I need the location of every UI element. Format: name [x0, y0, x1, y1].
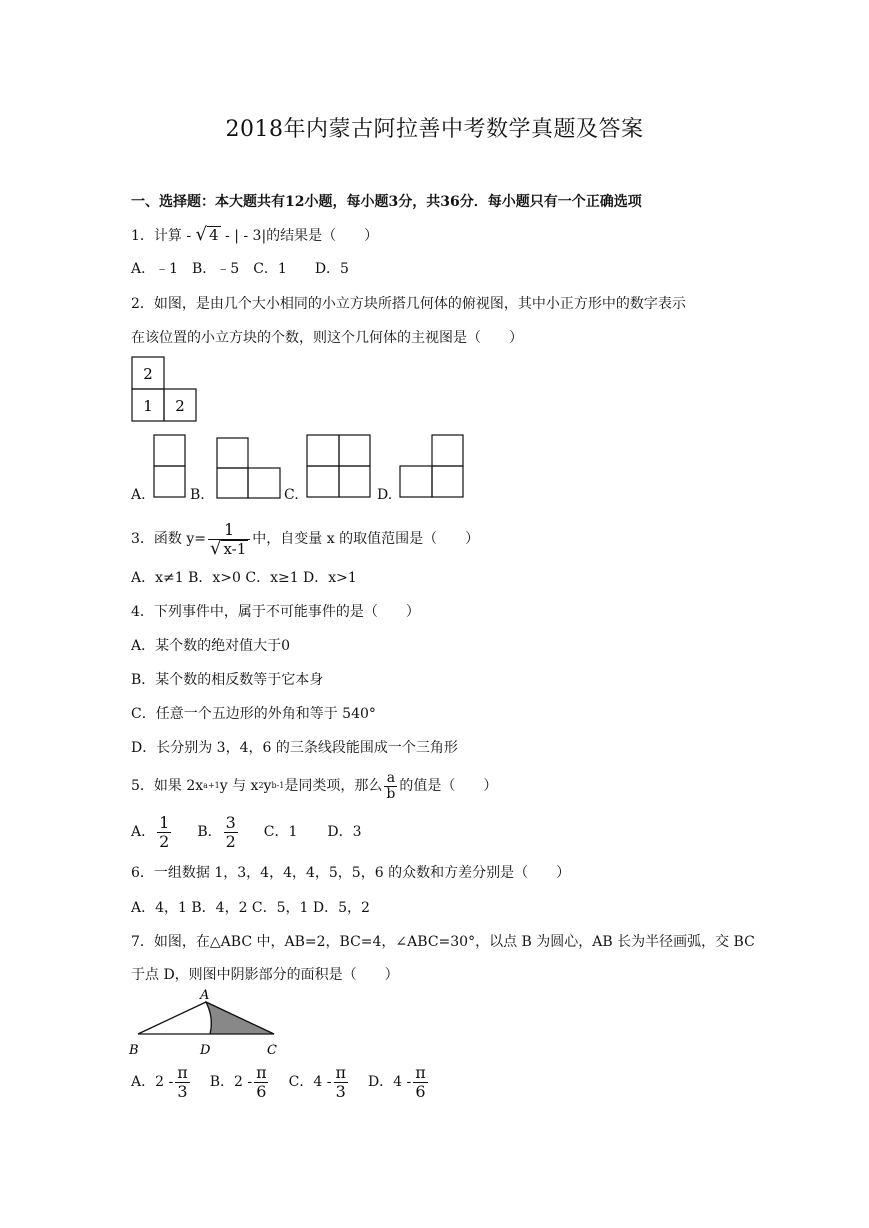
q5-option-a-frac: $\frac{1}{2}$ [159, 812, 170, 851]
question-3 [131, 517, 479, 561]
q2-option-d-figure [399, 434, 465, 500]
q5-option-d: D．3 [327, 824, 362, 840]
q2-option-d-label: D. [377, 487, 393, 503]
q7-line-2: 于点 D，则图中阴影部分的面积是（ ） [131, 967, 399, 983]
q2-option-c-figure [306, 434, 372, 500]
q4-option-d: D．长分别为 3，4，6 的三条线段能围成一个三角形 [131, 740, 458, 756]
grid-number-bottom-right: 2 [175, 397, 185, 415]
q4-option-b: B．某个数的相反数等于它本身 [131, 672, 324, 688]
q7-line-1: 7．如图，在△ABC 中，AB=2，BC=4，∠ABC=30°，以点 B 为圆心，AB 长为半径画弧，交 BC [131, 934, 755, 950]
point-b-label: B [129, 1043, 139, 1058]
q7-triangle-figure [126, 988, 286, 1060]
q5-pre: 5．如果 2x [131, 778, 204, 794]
q2-option-b-figure [216, 437, 282, 500]
q1-options: A．﹣1 B．﹣5 C．1 D．5 [131, 261, 349, 277]
q5-post: 的值是（ ） [399, 778, 498, 794]
q2-line-2: 在该位置的小立方块的个数，则这个几何体的主视图是（ ） [131, 330, 523, 346]
q7-option-a-frac: $\frac{\pi}{3}$ [177, 1062, 188, 1101]
q7-option-d-frac: $\frac{\pi}{6}$ [415, 1062, 426, 1101]
q5-exp-3: b-1 [271, 781, 285, 790]
q7-option-d-label: D．4 - [367, 1074, 412, 1090]
q2-option-a-figure [153, 434, 187, 500]
q5-options [131, 812, 362, 852]
q3-options: A．x≠1 B．x>0 C．x≥1 D．x>1 [131, 570, 357, 586]
q5-exp-1: a+1 [203, 781, 220, 790]
q2-top-view-figure [131, 355, 201, 425]
q5-option-a-label: A． [131, 824, 156, 840]
q2-option-c-label: C. [284, 487, 299, 503]
q6-options: A．4，1 B．4，2 C．5，1 D．5，2 [131, 900, 370, 916]
q5-frac-den: b [386, 785, 396, 802]
q1-sqrt: √ 4 [195, 224, 219, 245]
q5-option-b-frac: $\frac{3}{2}$ [225, 812, 236, 851]
q5-mid-1: y 与 x [219, 778, 259, 794]
q3-pre: 3．函数 y= [131, 531, 206, 547]
q5-frac-num: a [386, 769, 396, 786]
q5-mid-3: 是同类项，那么 [284, 778, 383, 794]
q1-pre: 1．计算 - [131, 228, 192, 244]
point-d-label: D [200, 1043, 211, 1058]
document-title: 2018年内蒙古阿拉善中考数学真题及答案 [225, 117, 644, 142]
q2-options-row [0, 430, 869, 503]
q5-option-c: C．1 [263, 824, 298, 840]
q4-stem: 4．下列事件中，属于不可能事件的是（ ） [131, 604, 420, 620]
q5-fraction [384, 771, 397, 802]
section-header: 一、选择题：本大题共有12小题，每小题3分，共36分．每小题只有一个正确选项 [131, 194, 642, 210]
q3-sqrt: √ x-1 [210, 537, 247, 559]
q7-option-c-label: C．4 - [288, 1074, 332, 1090]
q7-option-b-label: B．2 - [209, 1074, 253, 1090]
q5-mid-2: y [263, 778, 272, 794]
q1-post: - | - 3|的结果是（ ） [225, 228, 379, 244]
q1-sqrt-value: 4 [209, 226, 219, 244]
q6-stem: 6．一组数据 1，3，4，4，4，5，5，6 的众数和方差分别是（ ） [131, 865, 571, 881]
question-1 [131, 226, 378, 245]
q7-option-c-frac: $\frac{\pi}{3}$ [335, 1062, 346, 1101]
q2-line-1: 2．如图，是由几个大小相同的小立方块所搭几何体的俯视图，其中小正方形中的数字表示 [131, 296, 686, 312]
q2-option-a-label: A. [131, 487, 146, 503]
q7-options [131, 1061, 430, 1103]
q7-option-a-label: A．2 - [131, 1074, 174, 1090]
q3-frac-num: 1 [224, 519, 235, 539]
q3-frac-den: x-1 [223, 539, 247, 558]
q2-option-b-label: B. [190, 487, 205, 503]
q5-exp-2: 2 [258, 781, 264, 790]
q7-option-b-frac: $\frac{\pi}{6}$ [256, 1062, 267, 1101]
point-c-label: C [267, 1043, 277, 1058]
q5-option-b-label: B． [197, 824, 222, 840]
q3-post: 中，自变量 x 的取值范围是（ ） [252, 531, 480, 547]
q4-option-c: C．任意一个五边形的外角和等于 540° [131, 706, 376, 722]
q3-fraction [208, 521, 250, 558]
grid-number-top: 2 [143, 365, 153, 383]
question-5 [131, 766, 497, 806]
point-a-label: A [200, 988, 210, 1003]
q4-option-a: A．某个数的绝对值大于0 [131, 638, 291, 654]
grid-number-bottom-left: 1 [143, 397, 153, 415]
